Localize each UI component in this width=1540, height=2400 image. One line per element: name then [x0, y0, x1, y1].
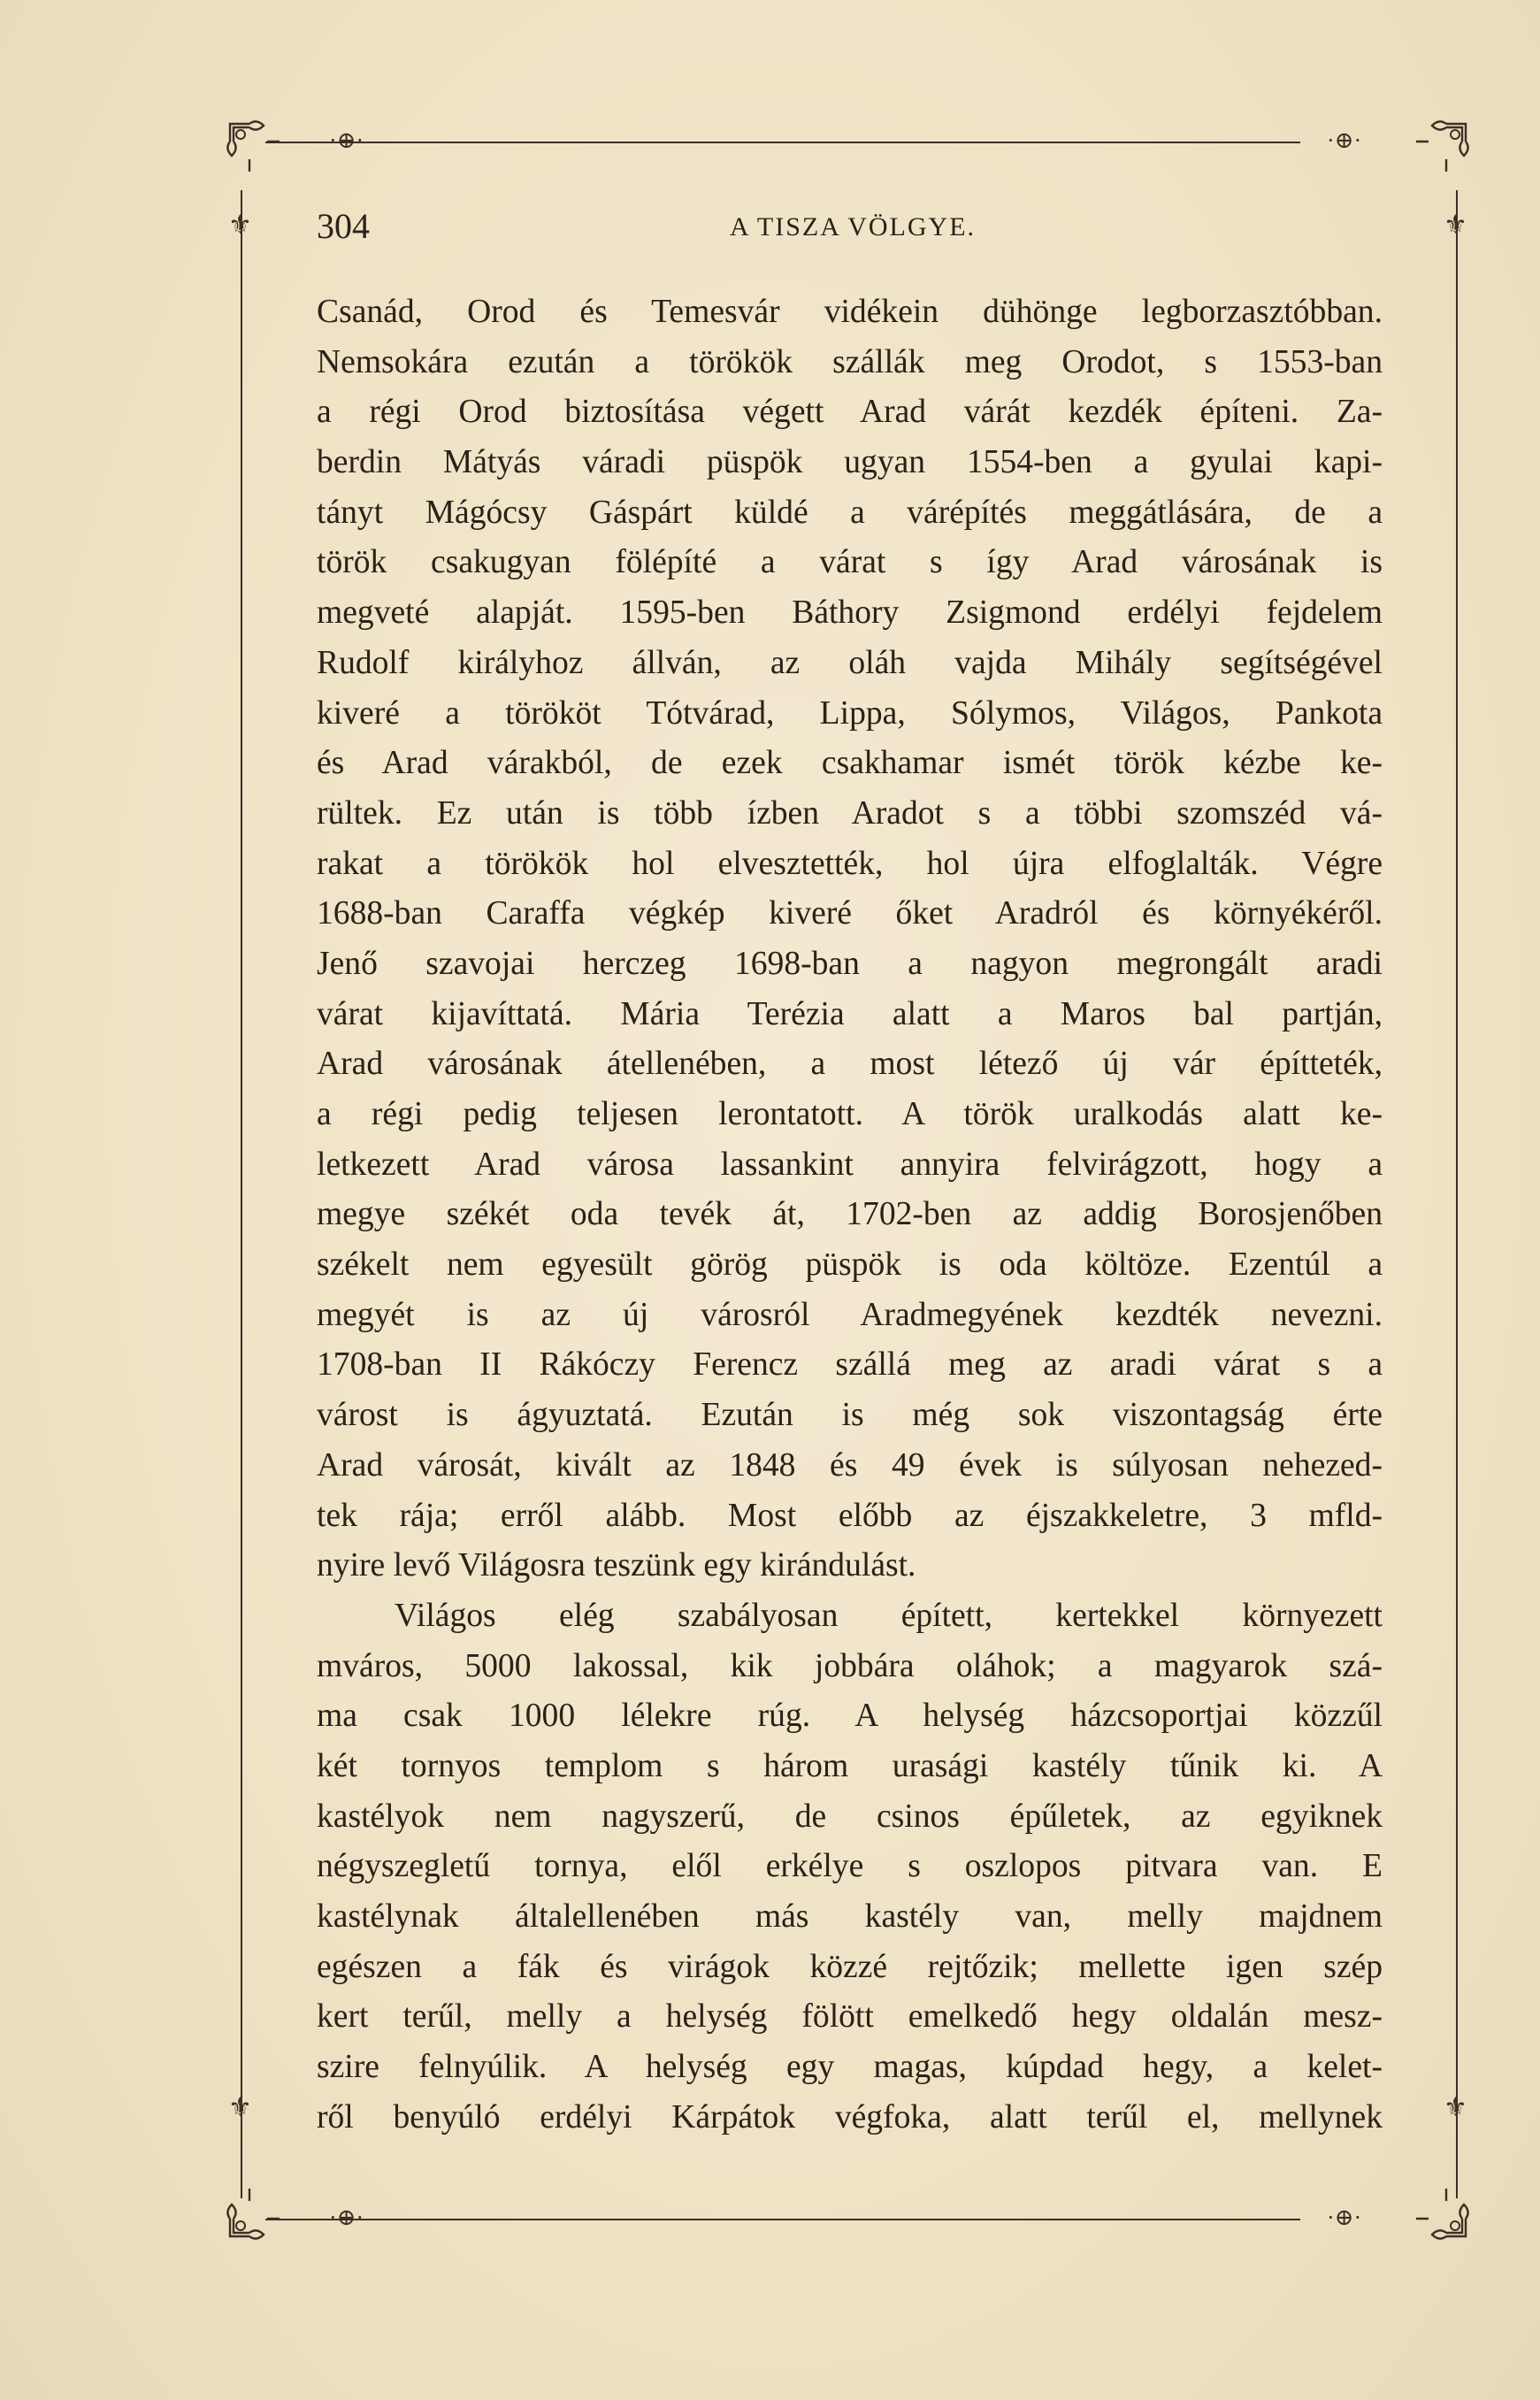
fleur-icon: ⚜ — [228, 211, 252, 240]
rule-ornament-icon: ·⊕· — [329, 2204, 364, 2230]
text-line: várost is ágyuztatá. Ezután is még sok viszontagság érte — [317, 1397, 1383, 1434]
text-line: rakat a törökök hol elvesztették, hol újra elfoglalták. Végre — [317, 845, 1383, 882]
text-line: 1688-ban Caraffa végkép kiveré őket Aradról és környékéről. — [317, 895, 1383, 932]
rule-ornament-icon: ·⊕· — [1327, 2204, 1362, 2230]
bottom-right-floral-corner-icon — [1411, 2183, 1473, 2245]
text-line: négyszegletű tornya, elől erkélye s oszlopos pitvara van. E — [317, 1848, 1383, 1885]
text-line: ma csak 1000 lélekre rúg. A helység házcsoportjai közzűl — [317, 1698, 1383, 1735]
text-line: Nemsokára ezután a törökök szállák meg Orodot, s 1553-ban — [317, 343, 1383, 380]
text-line: letkezett Arad városa lassankint annyira felvirágzott, hogy a — [317, 1146, 1383, 1183]
text-line: várat kijavíttatá. Mária Terézia alatt a Maros bal partján, — [317, 995, 1383, 1032]
text-line: Arad városát, kivált az 1848 és 49 évek is súlyosan nehezed- — [317, 1446, 1383, 1484]
text-line: török csakugyan fölépíté a várat s így Arad városának is — [317, 544, 1383, 581]
rule-ornament-icon: ·⊕· — [329, 127, 364, 153]
text-line: Csanád, Orod és Temesvár vidékein dühönge legborzasztóbban. — [317, 294, 1383, 330]
bottom-left-floral-corner-icon — [223, 2183, 285, 2245]
rule-ornament-icon: ·⊕· — [1327, 127, 1362, 153]
page-header — [317, 205, 1389, 258]
text-line: mváros, 5000 lakossal, kik jobbára oláhok; a magyarok szá- — [317, 1647, 1383, 1684]
text-line: kiveré a törököt Tótvárad, Lippa, Sólymos, Világos, Pankota — [317, 694, 1383, 732]
body-text — [317, 288, 1383, 2143]
text-line: egészen a fák és virágok közzé rejtőzik; mellette igen szép — [317, 1948, 1383, 1985]
top-frame-rule — [265, 142, 1300, 143]
text-line: megyét is az új városról Aradmegyének kezdték nevezni. — [317, 1296, 1383, 1333]
right-frame-rule — [1456, 190, 1458, 2198]
text-line: kastélynak általellenében más kastély van, melly majdnem — [317, 1898, 1383, 1935]
text-line: berdin Mátyás váradi püspök ugyan 1554-ben a gyulai kapi- — [317, 444, 1383, 481]
text-line: Világos elég szabályosan épített, kertekkel környezett — [395, 1597, 1383, 1634]
text-line: tek rája; erről alább. Most előbb az éjszakkeletre, 3 mfld- — [317, 1497, 1383, 1534]
text-line: Rudolf királyhoz állván, az oláh vajda Mihály segítségével — [317, 644, 1383, 681]
text-line: szire felnyúlik. A helység egy magas, kúpdad hegy, a kelet- — [317, 2049, 1383, 2086]
text-line: nyire levő Világosra teszünk egy kirándulást. — [317, 1547, 916, 1584]
text-line: ről benyúló erdélyi Kárpátok végfoka, alatt terűl el, mellynek — [317, 2098, 1383, 2135]
text-line: és Arad várakból, de ezek csakhamar ismét török kézbe ke- — [317, 745, 1383, 782]
bottom-frame-rule — [265, 2219, 1300, 2220]
top-left-floral-corner-icon — [223, 115, 285, 177]
text-line: Jenő szavojai herczeg 1698-ban a nagyon megrongált aradi — [317, 945, 1383, 982]
fleur-icon: ⚜ — [228, 2093, 252, 2122]
top-right-floral-corner-icon — [1411, 115, 1473, 177]
page-number: 304 — [317, 206, 370, 246]
text-line: megye székét oda tevék át, 1702-ben az addig Borosjenőben — [317, 1196, 1383, 1233]
text-line: két tornyos templom s három urasági kastély tűnik ki. A — [317, 1747, 1383, 1784]
fleur-icon: ⚜ — [1444, 211, 1467, 240]
fleur-icon: ⚜ — [1444, 2093, 1467, 2122]
running-head: A TISZA VÖLGYE. — [729, 212, 977, 242]
text-line: kert terűl, melly a helység fölött emelkedő hegy oldalán mesz- — [317, 1998, 1383, 2036]
left-frame-rule — [241, 190, 242, 2198]
text-line: székelt nem egyesült görög püspök is oda költöze. Ezentúl a — [317, 1246, 1383, 1284]
text-line: rültek. Ez után is több ízben Aradot s a többi szomszéd vá- — [317, 794, 1383, 832]
text-line: 1708-ban II Rákóczy Ferencz szállá meg az aradi várat s a — [317, 1346, 1383, 1384]
text-line: a régi pedig teljesen lerontatott. A török uralkodás alatt ke- — [317, 1096, 1383, 1132]
text-line: kastélyok nem nagyszerű, de csinos épűletek, az egyiknek — [317, 1798, 1383, 1835]
text-line: Arad városának átellenében, a most létező új vár építteték, — [317, 1046, 1383, 1083]
text-line: tányt Mágócsy Gáspárt küldé a várépítés meggátlására, de a — [317, 494, 1383, 531]
text-line: a régi Orod biztosítása végett Arad várát kezdék építeni. Za- — [317, 394, 1383, 431]
text-line: megveté alapját. 1595-ben Báthory Zsigmond erdélyi fejdelem — [317, 594, 1383, 632]
